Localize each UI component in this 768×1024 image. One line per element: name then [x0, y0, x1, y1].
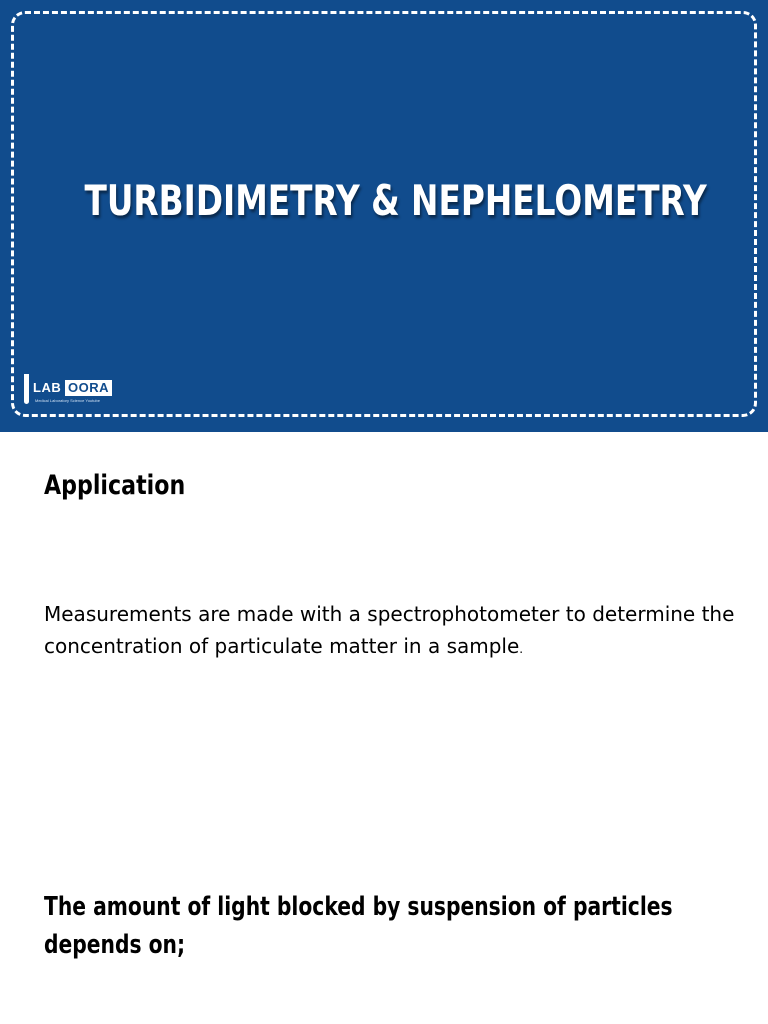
sub-heading: The amount of light blocked by suspension of particles depends on;	[44, 892, 673, 960]
laboora-logo	[24, 374, 134, 406]
slide-title: TURBIDIMETRY & NEPHELOMETRY	[84, 176, 707, 225]
test-tube-icon	[24, 374, 29, 404]
body-paragraph-text: Measurements are made with a spectrophotometer to determine the concentration of particulate matter in a sample	[44, 602, 735, 658]
section-heading: Application	[44, 470, 186, 501]
title-slide	[0, 0, 768, 432]
logo-tagline: Medical Laboratory Science Youtube	[35, 398, 100, 403]
body-paragraph	[44, 598, 744, 665]
logo-text-lab: LAB	[33, 380, 62, 395]
body-paragraph-period: .	[519, 642, 524, 656]
logo-text-oora: OORA	[65, 380, 112, 396]
